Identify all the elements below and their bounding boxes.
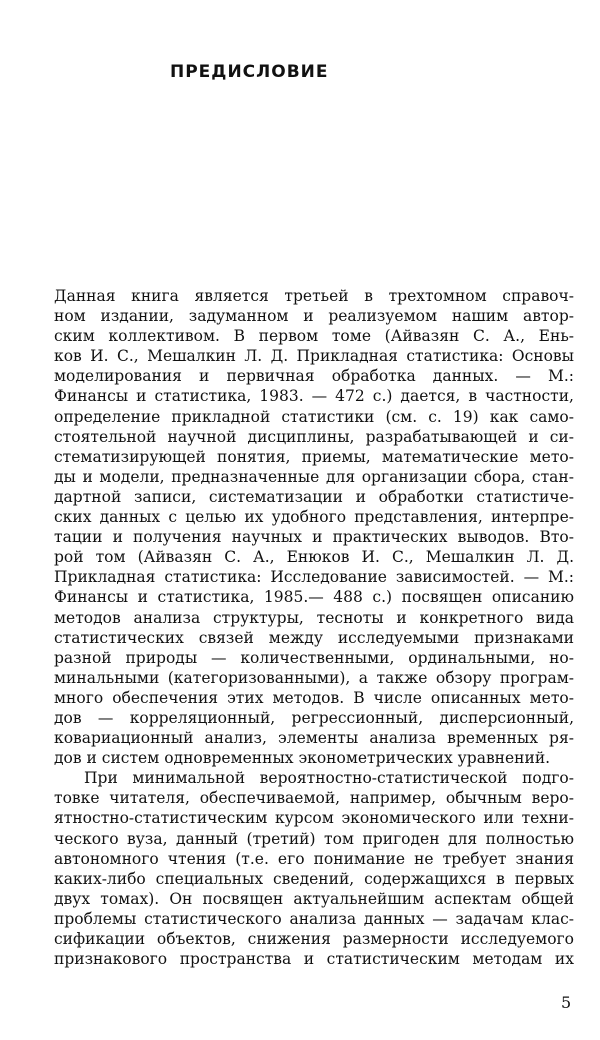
text-line: ды и модели, предназначенные для организации сбора, стан- (54, 467, 574, 486)
text-line: Данная книга является третьей в трехтомном справоч- (54, 287, 574, 305)
text-line: Финансы и статистика, 1985.— 488 с.) посвящен описанию (54, 588, 574, 607)
paragraph-2 (54, 768, 574, 969)
text-line: двух томах). Он посвящен актуальнейшим аспектам общей (54, 889, 574, 908)
text-line: разной природы — количественными, ординальными, но- (54, 648, 574, 667)
text-line: дартной записи, систематизации и обработки статистиче- (54, 487, 574, 506)
text-line: товке читателя, обеспечиваемой, например, обычным веро- (54, 789, 574, 808)
text-line: Финансы и статистика, 1983. — 472 с.) дается, в частности, (54, 387, 574, 406)
text-line: ческого вуза, данный (третий) том пригоден для полностью (54, 829, 574, 848)
text-line: сификации объектов, снижения размерности исследуемого (54, 930, 574, 948)
text-line: определение прикладной статистики (см. с. 19) как само- (54, 407, 574, 426)
text-line: ским коллективом. В первом томе (Айвазян С. А., Ень- (54, 327, 574, 346)
text-line: статистических связей между исследуемыми признаками (54, 628, 574, 647)
text-line: автономного чтения (т.е. его понимание не требует знания (54, 849, 574, 868)
text-line: минальными (категоризованными), а также обзору програм- (54, 668, 574, 687)
text-line: При минимальной вероятностно-статистической подго- (84, 769, 574, 788)
page-title: ПРЕДИСЛОВИЕ (170, 62, 329, 82)
text-line: Прикладная статистика: Исследование зависимостей. — М.: (54, 568, 574, 587)
text-line: тации и получения научных и практических выводов. Вто- (54, 528, 574, 547)
page-number: 5 (561, 993, 572, 1012)
text-line: признакового пространства и статистическим методам их (54, 950, 574, 969)
text-line: дов и систем одновременных эконометрических уравнений. (54, 749, 551, 768)
text-line: проблемы статистического анализа данных — задачам клас- (54, 909, 574, 928)
body-text (54, 286, 574, 969)
text-line: рой том (Айвазян С. А., Енюков И. С., Мешалкин Л. Д. (54, 548, 574, 567)
text-line: моделирования и первичная обработка данных. — М.: (54, 367, 574, 386)
text-line: ковариационный анализ, элементы анализа временных ря- (54, 729, 574, 748)
paragraph-1 (54, 286, 574, 768)
text-line: ков И. С., Мешалкин Л. Д. Прикладная статистика: Основы (54, 347, 574, 366)
text-line: дов — корреляционный, регрессионный, дисперсионный, (54, 708, 574, 727)
text-line: ских данных с целью их удобного представления, интерпре- (54, 508, 574, 527)
text-line: ном издании, задуманном и реализуемом нашим автор- (54, 307, 574, 326)
text-line: стематизирующей понятия, приемы, математические мето- (54, 447, 574, 466)
text-line: много обеспечения этих методов. В числе описанных мето- (54, 688, 574, 707)
text-line: ятностно-статистическим курсом экономического или техни- (54, 809, 574, 828)
text-line: стоятельной научной дисциплины, разрабатывающей и си- (54, 427, 574, 446)
text-line: методов анализа структуры, тесноты и конкретного вида (54, 608, 574, 627)
text-line: каких-либо специальных сведений, содержащихся в первых (54, 869, 574, 888)
